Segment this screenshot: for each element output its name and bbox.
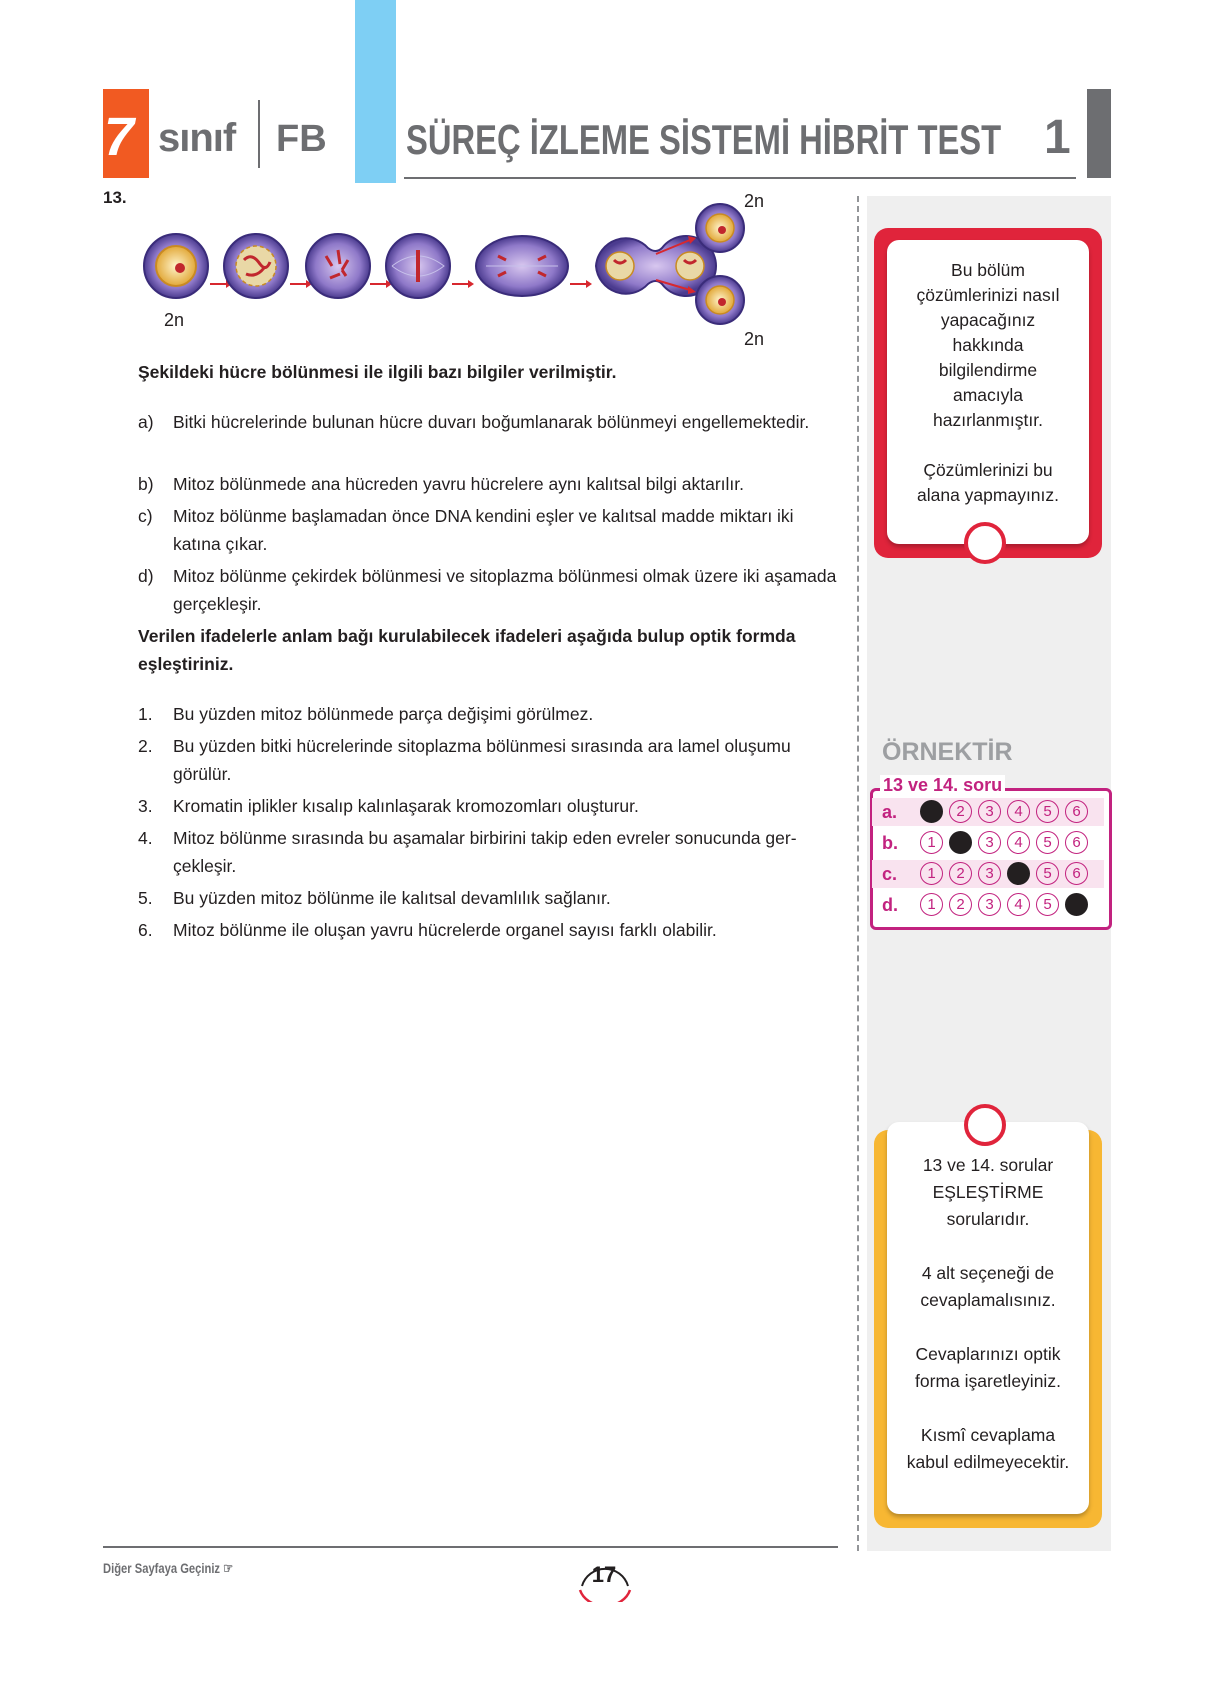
- answer-bubble: 5: [1036, 800, 1059, 823]
- note-line: forma işaretleyiniz.: [915, 1371, 1061, 1391]
- note-card: [887, 1122, 1089, 1514]
- answer-bubble: 3: [978, 831, 1001, 854]
- answer-bubble: 6: [1065, 862, 1088, 885]
- example-row: [872, 891, 1104, 919]
- answer-bubble: 4: [1007, 831, 1030, 854]
- statement-key: a): [138, 412, 154, 432]
- answer-bubble: 2: [949, 800, 972, 823]
- info-line: Bu bölüm: [951, 260, 1025, 280]
- note-line: Kısmî cevaplama: [920, 1425, 1056, 1445]
- sidebar-divider: [857, 196, 859, 1551]
- info-line: yapacağınız: [940, 310, 1036, 330]
- option-key: 1.: [138, 704, 153, 724]
- option-key: 6.: [138, 920, 153, 940]
- answer-bubble: 1: [920, 893, 943, 916]
- info-line: hakkında: [952, 335, 1024, 355]
- example-row-key: b.: [882, 833, 898, 853]
- cell-prometaphase: [306, 234, 370, 298]
- option-text: Bu yüzden bitki hücrelerinde sitoplazma bölünmesi sırasında ara lamel oluşumu görülür.: [173, 736, 791, 784]
- test-number: 1: [1044, 111, 1071, 164]
- option-key: 2.: [138, 736, 153, 756]
- answer-bubble: 2: [949, 862, 972, 885]
- diagram-label-bottom-left: 2n: [164, 310, 185, 330]
- answer-bubble: 3: [978, 893, 1001, 916]
- option-key: 4.: [138, 828, 153, 848]
- example-row-key: c.: [882, 864, 898, 884]
- info-line: amacıyla: [952, 385, 1024, 405]
- page-number: 17: [591, 1562, 617, 1587]
- statement-key: b): [138, 474, 154, 494]
- answer-bubble: 5: [1036, 862, 1059, 885]
- blue-accent-bar: [355, 0, 396, 183]
- statement-key: d): [138, 566, 154, 586]
- example-row-key: d.: [882, 895, 898, 915]
- grade-number: 7: [104, 107, 133, 167]
- example-row: [872, 860, 1104, 888]
- option-text: Mitoz bölünme sırasında bu aşamalar birbirini takip eden evreler sonucunda gerçekleşir.: [173, 828, 797, 876]
- answer-bubble: 4: [1007, 893, 1030, 916]
- answer-bubble: [1065, 893, 1088, 916]
- statement-text: Bitki hücrelerinde bulunan hücre duvarı boğumlanarak bölünmeyi engellemektedir.: [173, 412, 810, 432]
- answer-bubble: 3: [978, 800, 1001, 823]
- statement-text: Mitoz bölünmede ana hücreden yavru hücrelere aynı kalıtsal bilgi aktarılır.: [173, 474, 744, 494]
- note-line: Cevaplarınızı optik: [915, 1344, 1061, 1364]
- mitosis-diagram: [130, 190, 810, 360]
- info-card: [887, 240, 1089, 544]
- test-title: SÜREÇ İZLEME SİSTEMİ HİBRİT TEST: [406, 116, 1002, 163]
- ring-icon: [964, 1104, 1006, 1146]
- title-underline: [404, 177, 1076, 179]
- option-text: Bu yüzden mitoz bölünmede parça değişimi görülmez.: [173, 704, 594, 724]
- subject-label: FB: [276, 118, 327, 160]
- ring-icon: [964, 522, 1006, 564]
- question-number: 13.: [103, 188, 127, 207]
- next-page-note: Diğer Sayfaya Geçiniz ☞: [103, 1560, 234, 1576]
- diagram-label-top-right: 2n: [744, 191, 765, 211]
- statement-text: Mitoz bölünme çekirdek bölünmesi ve sitoplazma bölünmesi olmak üzere iki aşamada gerçekleşir.: [173, 566, 837, 614]
- grade-dot: .: [146, 107, 162, 167]
- option-key: 5.: [138, 888, 153, 908]
- answer-bubble: [1007, 862, 1030, 885]
- header-divider: [258, 100, 260, 168]
- answer-bubble: [920, 800, 943, 823]
- answer-bubble: 4: [1007, 800, 1030, 823]
- example-row-key: a.: [882, 802, 898, 822]
- example-title: ÖRNEKTİR: [882, 738, 1013, 766]
- info-line: bilgilendirme: [938, 360, 1038, 380]
- option-text: Kromatin iplikler kısalıp kalınlaşarak kromozomları oluşturur.: [173, 796, 639, 816]
- answer-bubble: 6: [1065, 800, 1088, 823]
- statement-text: Mitoz bölünme başlamadan önce DNA kendini eşler ve kalıtsal madde miktarı iki katına çıkar.: [173, 506, 794, 554]
- example-row: [872, 829, 1104, 857]
- statement-key: c): [138, 506, 153, 526]
- answer-bubble: 3: [978, 862, 1001, 885]
- answer-bubble: [949, 831, 972, 854]
- info-line: Çözümlerinizi bu: [923, 460, 1053, 480]
- answer-bubble: 2: [949, 893, 972, 916]
- note-line: kabul edilmeyecektir.: [906, 1452, 1070, 1472]
- question-instruction: Verilen ifadelerle anlam bağı kurulabilecek ifadeleri aşağıda bulup optik formda eşleştiriniz.: [138, 626, 796, 674]
- grey-tab: [1087, 89, 1111, 178]
- grade-label: sınıf: [158, 116, 236, 160]
- example-row: [872, 798, 1104, 826]
- note-line: 4 alt seçeneği de: [921, 1263, 1055, 1283]
- info-line: alana yapmayınız.: [916, 485, 1060, 505]
- example-legend: 13 ve 14. soru: [880, 775, 1005, 796]
- note-line: 13 ve 14. sorular: [922, 1155, 1054, 1175]
- option-text: Bu yüzden mitoz bölünme ile kalıtsal devamlılık sağlanır.: [173, 888, 611, 908]
- info-line: hazırlanmıştır.: [933, 410, 1043, 430]
- info-line: çözümlerinizi nasıl: [916, 285, 1060, 305]
- note-line: EŞLEŞTİRME: [932, 1182, 1044, 1202]
- question-intro: Şekildeki hücre bölünmesi ile ilgili bazı bilgiler verilmiştir.: [138, 362, 617, 382]
- option-text: Mitoz bölünme ile oluşan yavru hücrelerde organel sayısı farklı olabilir.: [173, 920, 717, 940]
- answer-bubble: 1: [920, 862, 943, 885]
- diagram-label-bottom-right: 2n: [744, 329, 765, 349]
- option-key: 3.: [138, 796, 153, 816]
- note-line: sorularıdır.: [946, 1209, 1030, 1229]
- footer-line: [103, 1546, 838, 1548]
- answer-bubble: 1: [920, 831, 943, 854]
- answer-bubble: 5: [1036, 831, 1059, 854]
- answer-bubble: 6: [1065, 831, 1088, 854]
- answer-bubble: 5: [1036, 893, 1059, 916]
- note-line: cevaplamalısınız.: [920, 1290, 1056, 1310]
